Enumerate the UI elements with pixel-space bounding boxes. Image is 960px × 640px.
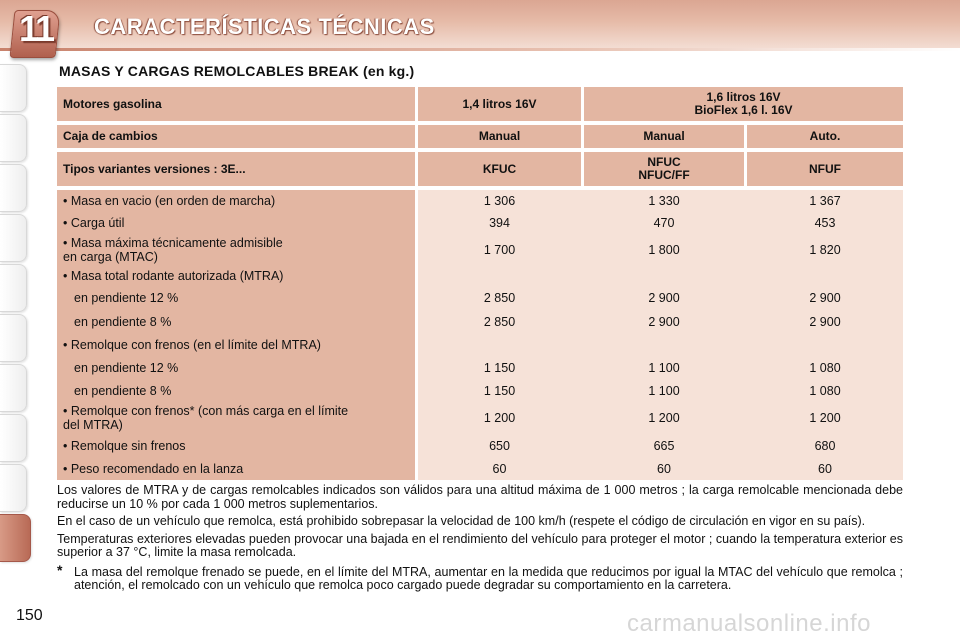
table-row — [57, 190, 903, 212]
row-value: 1 150 — [483, 384, 516, 398]
row-value: 665 — [653, 438, 675, 453]
row-value: 2 850 — [483, 291, 516, 305]
header-label-engine: Motores gasolina — [57, 87, 415, 121]
header-gearbox-1: Manual — [418, 125, 581, 148]
row-value: 1 820 — [809, 243, 841, 257]
header-variant-2: NFUC NFUC/FF — [584, 152, 744, 186]
table-row — [57, 380, 903, 402]
row-value: 453 — [814, 216, 836, 230]
row-value: 1 100 — [648, 384, 680, 398]
chapter-tab-8[interactable] — [0, 414, 27, 462]
row-label: en pendiente 8 % — [74, 384, 172, 398]
row-value: 60 — [818, 461, 832, 476]
section-title: MASAS Y CARGAS REMOLCABLES BREAK (en kg.) — [59, 63, 415, 79]
chapter-tab-5[interactable] — [0, 264, 27, 312]
chapter-number: 11 — [18, 8, 54, 49]
footnote-mark: * — [57, 561, 63, 578]
row-value: 2 900 — [809, 315, 841, 329]
header-variant-3: NFUF — [747, 152, 903, 186]
page-title: CARACTERÍSTICAS TÉCNICAS — [94, 14, 435, 39]
table-row — [57, 334, 903, 356]
table-row — [57, 356, 903, 380]
chapter-tab-1[interactable] — [0, 64, 27, 112]
row-value: 1 200 — [809, 411, 841, 425]
table-header-engine — [57, 87, 903, 121]
table-row — [57, 434, 903, 457]
header-engine-14: 1,4 litros 16V — [418, 87, 581, 121]
row-value: 1 080 — [809, 384, 841, 398]
row-label: en pendiente 12 % — [74, 361, 179, 375]
table-row — [57, 212, 903, 234]
row-value: 394 — [489, 216, 510, 230]
table-row — [57, 402, 903, 434]
chapter-tab-2[interactable] — [0, 114, 27, 162]
chapter-tab-6[interactable] — [0, 314, 27, 362]
row-label: • Masa máxima técnicamente admisible en carga (MTAC) — [63, 236, 283, 264]
header-gearbox-2: Manual — [584, 125, 744, 148]
table-header-gearbox — [57, 125, 903, 148]
table-row — [57, 234, 903, 266]
row-label: • Remolque con frenos* (con más carga en el límite del MTRA) — [63, 404, 349, 432]
note-paragraph: Los valores de MTRA y de cargas remolcables indicados son válidos para una altitud máxima de 1 000 metros ; la carga remolcable mencionada debe reducirse un 10 % por cada 1 000 metros suplementarios. — [57, 483, 903, 511]
row-label: en pendiente 8 % — [74, 315, 172, 329]
notes-section — [57, 484, 903, 597]
header-label-gearbox: Caja de cambios — [57, 125, 415, 148]
row-label: • Peso recomendado en la lanza — [63, 461, 244, 476]
row-label: en pendiente 12 % — [74, 291, 179, 305]
row-value: 1 100 — [648, 361, 680, 375]
row-value: 470 — [653, 216, 675, 230]
header-divider — [0, 48, 960, 51]
chapter-tab-9[interactable] — [0, 464, 27, 512]
footnote — [57, 561, 903, 593]
page-number: 150 — [16, 607, 43, 624]
row-value: 2 850 — [483, 315, 516, 329]
row-value: 1 200 — [648, 411, 680, 425]
row-value: 1 700 — [483, 243, 516, 257]
table-row — [57, 266, 903, 286]
header-label-variants: Tipos variantes versiones : 3E... — [57, 152, 415, 186]
row-label: • Masa en vacio (en orden de marcha) — [63, 194, 276, 208]
table-header-variants — [57, 152, 903, 186]
row-value: 1 800 — [648, 243, 680, 257]
row-value: 1 080 — [809, 361, 841, 375]
note-paragraph: Temperaturas exteriores elevadas pueden provocar una bajada en el rendimiento del vehículo para proteger el motor ; cuando la temperatura exterior es superior a 37 °C, limite la masa remolcada. — [57, 531, 903, 559]
row-value: 2 900 — [809, 291, 841, 305]
header-variant-1: KFUC — [418, 152, 581, 186]
row-label: • Remolque sin frenos — [63, 438, 186, 453]
chapter-tab-7[interactable] — [0, 364, 27, 412]
row-label: • Carga útil — [63, 216, 125, 230]
row-value: 650 — [489, 438, 510, 453]
table-row — [57, 457, 903, 480]
note-paragraph: En el caso de un vehículo que remolca, está prohibido sobrepasar la velocidad de 100 km/h (respete el código de circulación en vigor en su país). — [57, 514, 866, 528]
row-value: 1 306 — [483, 194, 516, 208]
row-value: 60 — [492, 461, 507, 476]
row-value: 60 — [657, 461, 671, 476]
chapter-tab-11-active[interactable] — [0, 514, 31, 562]
row-value: 1 150 — [483, 361, 516, 375]
watermark: carmanualsonline.info — [627, 610, 871, 637]
row-value: 1 200 — [483, 411, 516, 425]
row-label: • Masa total rodante autorizada (MTRA) — [63, 269, 284, 283]
header-gearbox-3: Auto. — [747, 125, 903, 148]
row-value: 2 900 — [648, 291, 680, 305]
row-value: 680 — [814, 438, 836, 453]
row-label: • Remolque con frenos (en el límite del MTRA) — [63, 338, 321, 352]
row-value: 2 900 — [648, 315, 680, 329]
table-row — [57, 310, 903, 334]
row-value: 1 330 — [648, 194, 680, 208]
header-engine-16: 1,6 litros 16V BioFlex 1,6 l. 16V — [584, 87, 903, 121]
chapter-tab-4[interactable] — [0, 214, 27, 262]
footnote-text: La masa del remolque frenado se puede, en el límite del MTRA, aumentar en la medida que reducimos por igual la MTAC del vehículo que remolca ; atención, el remolcado con un vehículo que remolca poco cargado puede degradar su comportamiento en la carretera. — [74, 564, 903, 592]
chapter-tab-3[interactable] — [0, 164, 27, 212]
table-row — [57, 286, 903, 310]
row-value: 1 367 — [809, 194, 841, 208]
